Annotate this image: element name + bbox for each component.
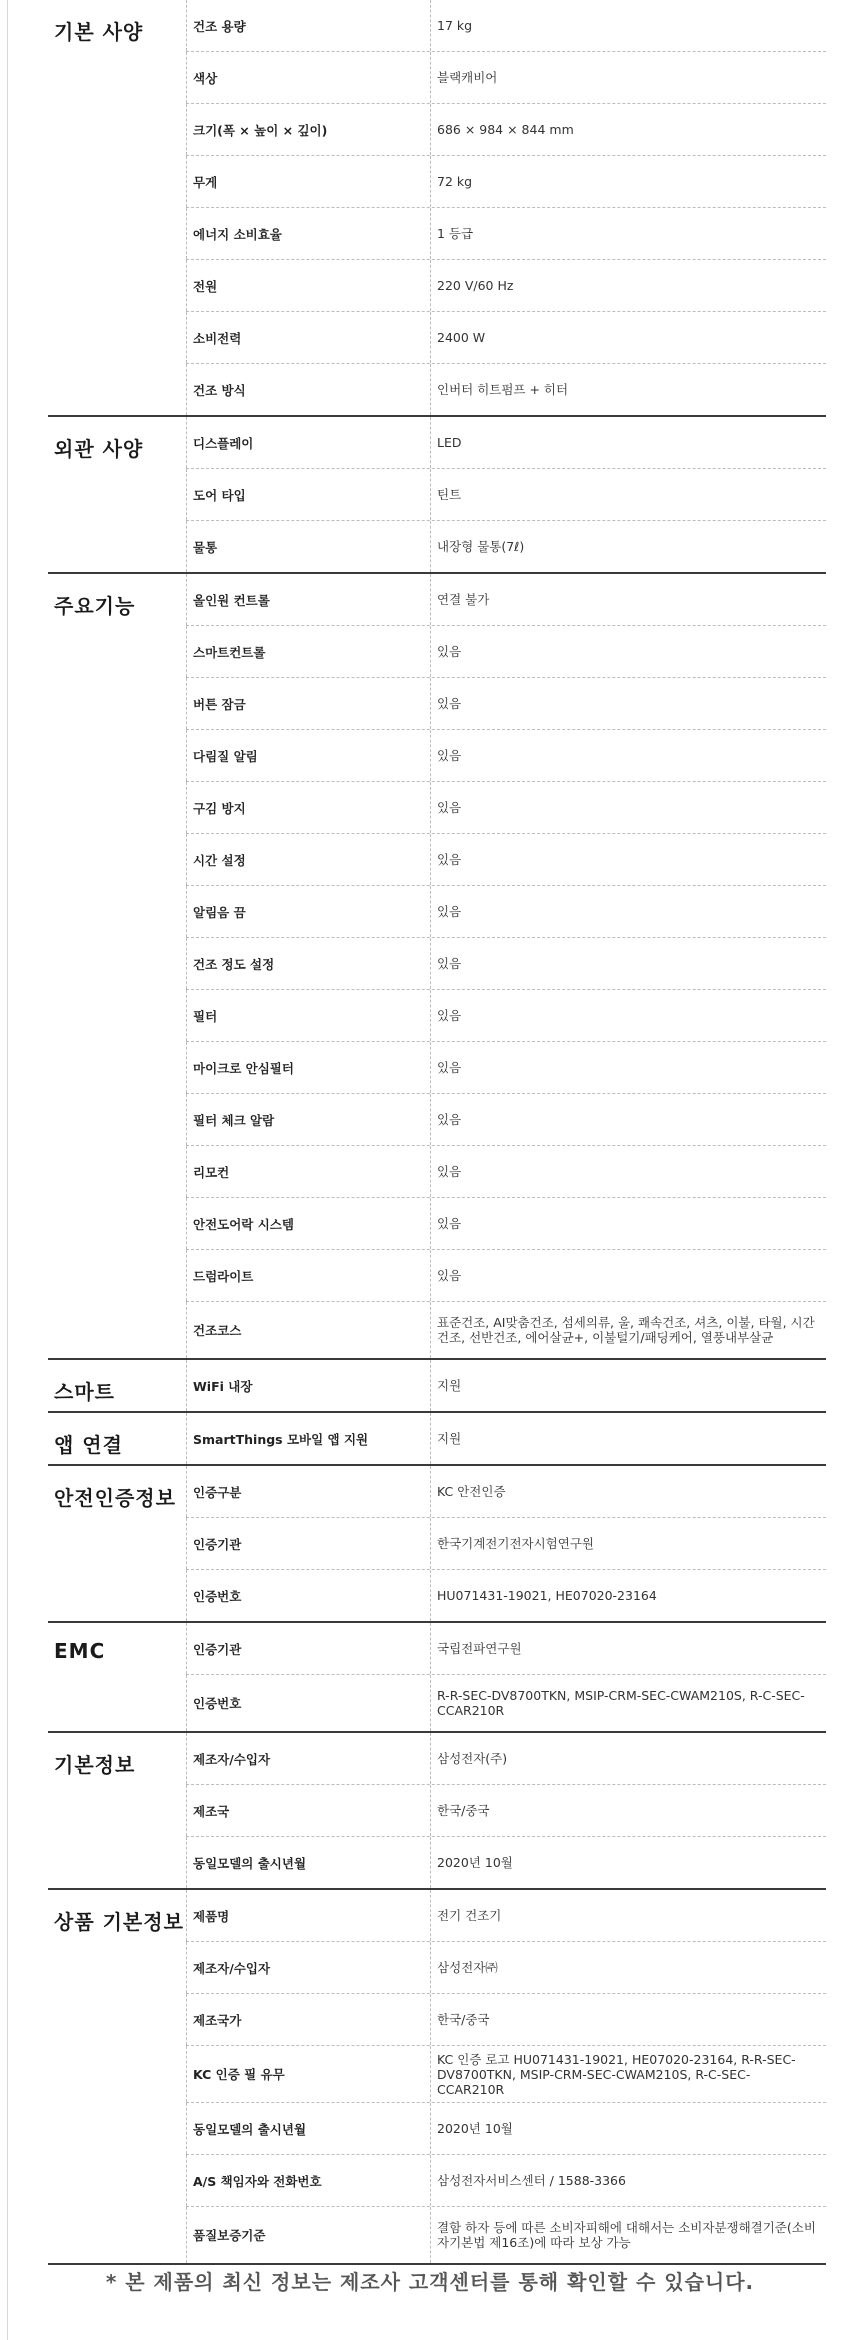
spec-label: 알림음 끔	[186, 886, 430, 937]
spec-label: 건조 방식	[186, 364, 430, 415]
spec-row	[186, 1093, 826, 1145]
spec-value: 있음	[430, 1198, 826, 1249]
spec-row	[186, 1249, 826, 1301]
spec-value: 인버터 히트펌프 + 히터	[430, 364, 826, 415]
spec-label: 동일모델의 출시년월	[186, 2103, 430, 2154]
spec-row	[186, 1301, 826, 1358]
left-border-line	[7, 0, 8, 2340]
spec-label: 전원	[186, 260, 430, 311]
spec-label: 다림질 알림	[186, 730, 430, 781]
spec-label: 드럼라이트	[186, 1250, 430, 1301]
spec-row	[186, 1466, 826, 1517]
spec-row	[186, 1784, 826, 1836]
spec-row	[186, 2102, 826, 2154]
spec-value: 삼성전자(주)	[430, 1733, 826, 1784]
section-rows	[186, 574, 826, 1358]
spec-label: SmartThings 모바일 앱 지원	[186, 1413, 430, 1464]
spec-section	[48, 1623, 826, 1733]
spec-label: 소비전력	[186, 312, 430, 363]
spec-section	[48, 417, 826, 574]
spec-value: 있음	[430, 1250, 826, 1301]
spec-label: 색상	[186, 52, 430, 103]
spec-label: 무게	[186, 156, 430, 207]
spec-value: 한국/중국	[430, 1994, 826, 2045]
spec-label: 올인원 컨트롤	[186, 574, 430, 625]
spec-row	[186, 1360, 826, 1411]
spec-section	[48, 0, 826, 417]
spec-row	[186, 677, 826, 729]
section-title: 기본 사양	[54, 20, 144, 44]
spec-label: 품질보증기준	[186, 2207, 430, 2263]
section-rows	[186, 1733, 826, 1888]
spec-label: 물통	[186, 521, 430, 572]
section-rows	[186, 1890, 826, 2263]
spec-value: 연결 불가	[430, 574, 826, 625]
spec-label: 도어 타입	[186, 469, 430, 520]
section-title: 앱 연결	[54, 1433, 123, 1457]
spec-value: 내장형 물통(7ℓ)	[430, 521, 826, 572]
spec-label: 인증기관	[186, 1518, 430, 1569]
spec-label: 에너지 소비효율	[186, 208, 430, 259]
spec-value: 있음	[430, 990, 826, 1041]
spec-section	[48, 1466, 826, 1623]
spec-section	[48, 1413, 826, 1466]
spec-value: 국립전파연구원	[430, 1623, 826, 1674]
spec-label: 인증기관	[186, 1623, 430, 1674]
spec-row	[186, 625, 826, 677]
spec-value: 표준건조, AI맞춤건조, 섬세의류, 울, 쾌속건조, 셔츠, 이불, 타월, 시간건조, 선반건조, 에어살균+, 이불털기/패딩케어, 열풍내부살균	[430, 1302, 826, 1358]
spec-label: 건조 용량	[186, 0, 430, 51]
spec-row	[186, 1623, 826, 1674]
spec-row	[186, 1941, 826, 1993]
spec-label: 시간 설정	[186, 834, 430, 885]
spec-row	[186, 781, 826, 833]
spec-label: 건조코스	[186, 1302, 430, 1358]
spec-row	[186, 417, 826, 468]
spec-label: 제조자/수입자	[186, 1733, 430, 1784]
spec-label: 스마트컨트롤	[186, 626, 430, 677]
spec-row	[186, 520, 826, 572]
section-title: 스마트	[54, 1380, 115, 1404]
section-title: 외관 사양	[54, 437, 144, 461]
section-rows	[186, 1466, 826, 1621]
spec-row	[186, 729, 826, 781]
spec-row	[186, 363, 826, 415]
spec-label: 크기(폭 × 높이 × 깊이)	[186, 104, 430, 155]
section-title: 기본정보	[54, 1753, 136, 1777]
spec-row	[186, 937, 826, 989]
spec-label: 제품명	[186, 1890, 430, 1941]
spec-value: 2400 W	[430, 312, 826, 363]
spec-value: 72 kg	[430, 156, 826, 207]
spec-row	[186, 468, 826, 520]
spec-label: 안전도어락 시스템	[186, 1198, 430, 1249]
spec-value: 블랙캐비어	[430, 52, 826, 103]
spec-label: 제조자/수입자	[186, 1942, 430, 1993]
spec-value: 17 kg	[430, 0, 826, 51]
spec-row	[186, 2206, 826, 2263]
spec-table	[48, 0, 826, 2265]
spec-value: KC 안전인증	[430, 1466, 826, 1517]
spec-value: 1 등급	[430, 208, 826, 259]
spec-value: 지원	[430, 1360, 826, 1411]
spec-row	[186, 1836, 826, 1888]
spec-row	[186, 1993, 826, 2045]
spec-value: 686 × 984 × 844 mm	[430, 104, 826, 155]
spec-value: 지원	[430, 1413, 826, 1464]
spec-row	[186, 1569, 826, 1621]
spec-value: 한국기계전기전자시험연구원	[430, 1518, 826, 1569]
spec-value: LED	[430, 417, 826, 468]
spec-label: 리모컨	[186, 1146, 430, 1197]
spec-value: KC 인증 로고 HU071431-19021, HE07020-23164, R-R-SEC-DV8700TKN, MSIP-CRM-SEC-CWAM210S, R-C-SEC-CCAR210R	[430, 2046, 826, 2102]
spec-value: 틴트	[430, 469, 826, 520]
spec-section	[48, 1733, 826, 1890]
section-rows	[186, 0, 826, 415]
spec-row	[186, 2045, 826, 2102]
spec-value: 삼성전자서비스센터 / 1588-3366	[430, 2155, 826, 2206]
spec-value: 있음	[430, 626, 826, 677]
spec-label: 제조국	[186, 1785, 430, 1836]
spec-value: 2020년 10월	[430, 2103, 826, 2154]
spec-value: 있음	[430, 938, 826, 989]
spec-row	[186, 1197, 826, 1249]
spec-value: R-R-SEC-DV8700TKN, MSIP-CRM-SEC-CWAM210S, R-C-SEC-CCAR210R	[430, 1675, 826, 1731]
spec-value: 있음	[430, 1094, 826, 1145]
spec-value: 한국/중국	[430, 1785, 826, 1836]
spec-row	[186, 51, 826, 103]
spec-section	[48, 1360, 826, 1413]
spec-value: 있음	[430, 834, 826, 885]
spec-section	[48, 1890, 826, 2265]
spec-row	[186, 103, 826, 155]
spec-label: 동일모델의 출시년월	[186, 1837, 430, 1888]
spec-label: 필터	[186, 990, 430, 1041]
spec-row	[186, 207, 826, 259]
spec-label: A/S 책임자와 전화번호	[186, 2155, 430, 2206]
spec-label: 필터 체크 알람	[186, 1094, 430, 1145]
spec-row	[186, 989, 826, 1041]
spec-row	[186, 1145, 826, 1197]
section-rows	[186, 1360, 826, 1411]
spec-row	[186, 155, 826, 207]
section-rows	[186, 417, 826, 572]
spec-row	[186, 574, 826, 625]
spec-value: 220 V/60 Hz	[430, 260, 826, 311]
section-title: 주요기능	[54, 594, 136, 618]
spec-label: 구김 방지	[186, 782, 430, 833]
spec-value: 삼성전자㈜	[430, 1942, 826, 1993]
spec-label: 제조국가	[186, 1994, 430, 2045]
spec-value: 있음	[430, 1042, 826, 1093]
spec-value: 2020년 10월	[430, 1837, 826, 1888]
spec-row	[186, 1733, 826, 1784]
spec-row	[186, 2154, 826, 2206]
spec-section	[48, 574, 826, 1360]
spec-row	[186, 0, 826, 51]
spec-value: HU071431-19021, HE07020-23164	[430, 1570, 826, 1621]
section-rows	[186, 1623, 826, 1731]
spec-label: 디스플레이	[186, 417, 430, 468]
spec-row	[186, 1890, 826, 1941]
spec-row	[186, 1413, 826, 1464]
spec-label: 인증번호	[186, 1570, 430, 1621]
spec-value: 있음	[430, 886, 826, 937]
spec-value: 있음	[430, 782, 826, 833]
section-rows	[186, 1413, 826, 1464]
section-title: 상품 기본정보	[54, 1910, 184, 1934]
spec-value: 전기 건조기	[430, 1890, 826, 1941]
footer-note: * 본 제품의 최신 정보는 제조사 고객센터를 통해 확인할 수 있습니다.	[105, 2270, 755, 2294]
spec-label: KC 인증 필 유무	[186, 2046, 430, 2102]
spec-label: 마이크로 안심필터	[186, 1042, 430, 1093]
spec-label: 인증번호	[186, 1675, 430, 1731]
spec-row	[186, 1517, 826, 1569]
spec-value: 있음	[430, 730, 826, 781]
spec-row	[186, 1041, 826, 1093]
section-title: 안전인증정보	[54, 1486, 176, 1510]
spec-row	[186, 1674, 826, 1731]
spec-value: 결함 하자 등에 따른 소비자피해에 대해서는 소비자분쟁해결기준(소비자기본법 제16조)에 따라 보상 가능	[430, 2207, 826, 2263]
spec-row	[186, 885, 826, 937]
spec-row	[186, 311, 826, 363]
section-title: EMC	[54, 1639, 106, 1663]
spec-label: 건조 정도 설정	[186, 938, 430, 989]
spec-label: 버튼 잠금	[186, 678, 430, 729]
spec-value: 있음	[430, 678, 826, 729]
spec-row	[186, 833, 826, 885]
spec-value: 있음	[430, 1146, 826, 1197]
spec-row	[186, 259, 826, 311]
spec-label: WiFi 내장	[186, 1360, 430, 1411]
spec-label: 인증구분	[186, 1466, 430, 1517]
